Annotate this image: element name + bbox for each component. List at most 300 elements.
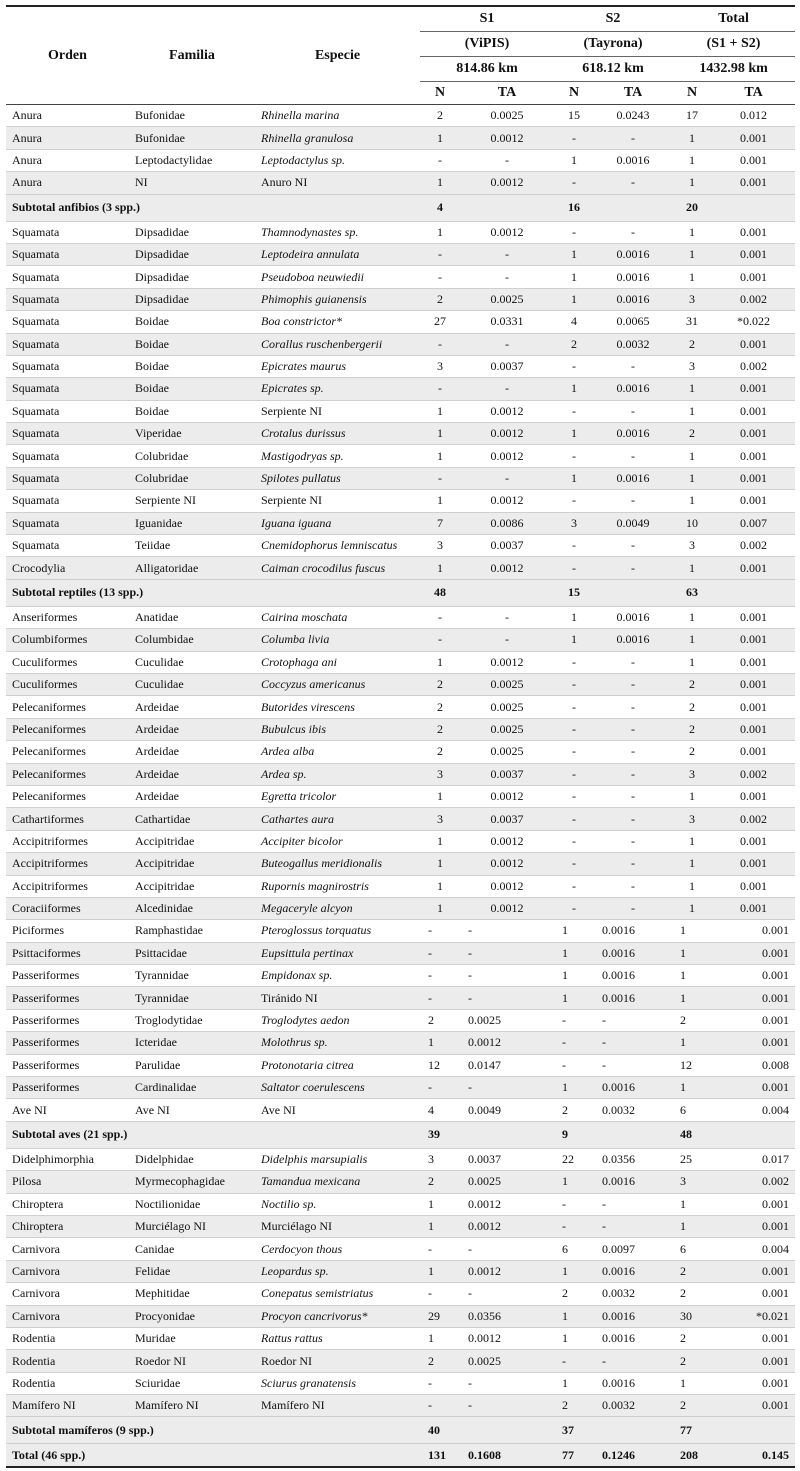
s1-ta-cell: 0.0012 [460,490,554,512]
table-row [6,1009,795,1031]
s1-n-cell: 2 [420,696,460,718]
s2-n-cell: 1 [554,423,594,445]
familia-cell: Psittacidae [129,942,255,964]
orden-cell: Squamata [6,535,129,557]
s2-ta-cell: 0.0243 [594,105,672,127]
s2-n-cell: 1 [554,266,594,288]
s2-n-cell: 2 [554,333,594,355]
familia-cell: Ardeidae [129,696,255,718]
especie-cell: Coccyzus americanus [255,673,420,695]
especie-cell: Molothrus sp. [255,1032,420,1054]
s1-n-cell: 1 [420,490,460,512]
table-body [6,105,795,1467]
header-total-ta: TA [744,85,763,100]
s1-n-cell: 2 [420,718,460,740]
s1-ta-cell: - [460,920,554,942]
table-row [6,1077,795,1099]
s2-ta-cell: - [594,221,672,243]
especie-cell: Columba livia [255,629,420,651]
subtotal-s1-n: 48 [420,579,460,606]
total-n-cell: 2 [672,741,712,763]
s2-n-cell: - [554,400,594,422]
total-ta-cell: 0.001 [712,266,795,288]
orden-cell: Squamata [6,288,129,310]
orden-cell: Squamata [6,445,129,467]
header-total-n: N [686,85,698,100]
especie-cell: Serpiente NI [255,490,420,512]
s1-n-cell: 1 [420,172,460,194]
familia-cell: Ardeidae [129,785,255,807]
familia-cell: Accipitridae [129,875,255,897]
s2-n-cell: 1 [554,467,594,489]
familia-cell: Anatidae [129,606,255,628]
s1-n-cell: 1 [420,127,460,149]
s2-ta-cell: - [594,696,672,718]
header-familia: Familia [129,6,255,105]
total-n-cell: 1 [672,606,712,628]
header-especie: Especie [255,6,420,105]
s2-ta-cell: 0.0016 [594,243,672,265]
s2-n-cell: 1 [554,1305,594,1327]
table-row [6,942,795,964]
especie-cell: Procyon cancrivorus* [255,1305,420,1327]
s2-ta-cell: - [594,673,672,695]
table-row [6,785,795,807]
s1-n-cell: 1 [420,1193,460,1215]
subtotal-s1-ta [460,579,554,606]
s1-n-cell: 1 [420,1215,460,1237]
s2-ta-cell: 0.0016 [594,965,672,987]
especie-cell: Caiman crocodilus fuscus [255,557,420,579]
s1-n-cell: - [420,1077,460,1099]
familia-cell: Serpiente NI [129,490,255,512]
species-table [6,5,795,1468]
total-ta-cell: 0.001 [712,1077,795,1099]
s2-n-cell: - [554,1215,594,1237]
s2-n-cell: - [554,535,594,557]
table-row [6,741,795,763]
subtotal-total-ta [712,1417,795,1444]
s2-ta-cell: 0.0016 [594,288,672,310]
total-n-cell: 2 [672,1350,712,1372]
familia-cell: Dipsadidae [129,243,255,265]
especie-cell: Leptodeira annulata [255,243,420,265]
especie-cell: Iguana iguana [255,512,420,534]
table-row [6,651,795,673]
total-ta-cell: 0.001 [712,333,795,355]
s1-ta-cell: 0.0012 [460,1193,554,1215]
s1-ta-cell: 0.0012 [460,423,554,445]
s2-ta-cell: 0.0016 [594,606,672,628]
especie-cell: Buteogallus meridionalis [255,853,420,875]
subtotal-s2-n: 9 [554,1121,594,1148]
familia-cell: Ardeidae [129,718,255,740]
header-s2-n: N [568,85,580,100]
familia-cell: Iguanidae [129,512,255,534]
familia-cell: Icteridae [129,1032,255,1054]
total-n-cell: 3 [672,763,712,785]
total-n-cell: 2 [672,1327,712,1349]
table-row [6,243,795,265]
orden-cell: Rodentia [6,1372,129,1394]
table-row [6,673,795,695]
familia-cell: Ramphastidae [129,920,255,942]
total-n-cell: 1 [672,830,712,852]
total-n-cell: 1 [672,1215,712,1237]
total-n-cell: 1 [672,987,712,1009]
header-orden: Orden [6,6,129,105]
orden-cell: Carnivora [6,1283,129,1305]
s1-ta-cell: 0.0025 [460,741,554,763]
header-s1-n: N [434,85,446,100]
s2-n-cell: - [554,445,594,467]
s1-n-cell: 1 [420,875,460,897]
total-ta-cell: 0.001 [712,1327,795,1349]
s1-ta-cell: 0.0025 [460,718,554,740]
s2-n-cell: - [554,718,594,740]
s2-ta-cell: 0.0016 [594,987,672,1009]
s2-ta-cell: - [594,557,672,579]
total-n-cell: 1 [672,172,712,194]
subtotal-s1-ta [460,1417,554,1444]
familia-cell: Canidae [129,1238,255,1260]
familia-cell: Cathartidae [129,808,255,830]
subtotal-label: Subtotal reptiles (13 spp.) [6,579,420,606]
familia-cell: Mephitidae [129,1283,255,1305]
s1-ta-cell: 0.0025 [460,288,554,310]
table-row [6,1238,795,1260]
orden-cell: Squamata [6,266,129,288]
table-row [6,1305,795,1327]
subtotal-s1-n: 39 [420,1121,460,1148]
orden-cell: Passeriformes [6,987,129,1009]
total-n-cell: 2 [672,423,712,445]
total-ta-cell: 0.002 [712,763,795,785]
s1-n-cell: - [420,266,460,288]
s1-ta-cell: 0.0012 [460,445,554,467]
s1-ta-cell: 0.0037 [460,808,554,830]
total-ta-cell: 0.001 [712,853,795,875]
s2-ta-cell: - [594,490,672,512]
especie-cell: Protonotaria citrea [255,1054,420,1076]
subtotal-total-ta [712,1121,795,1148]
s1-ta-cell: 0.0012 [460,651,554,673]
especie-cell: Leptodactylus sp. [255,149,420,171]
orden-cell: Pelecaniformes [6,696,129,718]
s1-ta-cell: 0.0012 [460,785,554,807]
s1-n-cell: - [420,1372,460,1394]
subtotal-row [6,579,795,606]
total-n-cell: 1 [672,400,712,422]
header-s1: S1 [420,6,554,32]
s1-ta-cell: - [460,1238,554,1260]
table-row [6,808,795,830]
familia-cell: Ardeidae [129,763,255,785]
subtotal-s2-ta [594,1417,672,1444]
total-n-cell: 1 [672,149,712,171]
s2-ta-cell: - [594,1193,672,1215]
familia-cell: Columbidae [129,629,255,651]
subtotal-s1-ta [460,194,554,221]
table-row [6,830,795,852]
familia-cell: Mamífero NI [129,1395,255,1417]
total-n-cell: 1 [672,445,712,467]
total-n-cell: 1 [672,965,712,987]
especie-cell: Anuro NI [255,172,420,194]
familia-cell: Alcedinidae [129,897,255,919]
especie-cell: Ardea sp. [255,763,420,785]
s1-n-cell: 1 [420,1260,460,1282]
total-ta-cell: 0.001 [712,942,795,964]
orden-cell: Passeriformes [6,965,129,987]
total-ta-cell: 0.001 [712,651,795,673]
familia-cell: Colubridae [129,445,255,467]
s2-n-cell: - [554,808,594,830]
orden-cell: Squamata [6,221,129,243]
s1-ta-cell: - [460,266,554,288]
total-n-cell: 1 [672,490,712,512]
orden-cell: Squamata [6,467,129,489]
familia-cell: Accipitridae [129,853,255,875]
especie-cell: Rupornis magnirostris [255,875,420,897]
orden-cell: Carnivora [6,1305,129,1327]
s1-n-cell: - [420,243,460,265]
orden-cell: Carnivora [6,1260,129,1282]
s1-n-cell: - [420,333,460,355]
s2-n-cell: 6 [554,1238,594,1260]
total-n-cell: 3 [672,535,712,557]
s2-ta-cell: - [594,1215,672,1237]
s2-n-cell: 2 [554,1395,594,1417]
total-n-cell: 1 [672,942,712,964]
especie-cell: Empidonax sp. [255,965,420,987]
total-n-cell: 1 [672,1032,712,1054]
total-n-cell: 2 [672,718,712,740]
total-n-cell: 6 [672,1099,712,1121]
s2-n-cell: 1 [554,629,594,651]
s2-n-cell: - [554,172,594,194]
s1-ta-cell: - [460,1077,554,1099]
table-row [6,965,795,987]
orden-cell: Squamata [6,311,129,333]
table-row [6,467,795,489]
subtotal-total-n: 20 [672,194,712,221]
especie-cell: Cerdocyon thous [255,1238,420,1260]
total-ta-cell: 0.002 [712,535,795,557]
s1-ta-cell: 0.0025 [460,1171,554,1193]
subtotal-label: Subtotal aves (21 spp.) [6,1121,420,1148]
s1-ta-cell: 0.0012 [460,172,554,194]
s1-n-cell: 27 [420,311,460,333]
familia-cell: NI [129,172,255,194]
s2-ta-cell: 0.0016 [594,149,672,171]
s1-ta-cell: - [460,987,554,1009]
subtotal-s1-n: 40 [420,1417,460,1444]
s2-n-cell: 1 [554,1171,594,1193]
s2-ta-cell: - [594,875,672,897]
total-n-cell: 2 [672,1009,712,1031]
s2-n-cell: - [554,696,594,718]
especie-cell: Megaceryle alcyon [255,897,420,919]
s1-ta-cell: 0.0086 [460,512,554,534]
total-ta-cell: 0.001 [712,423,795,445]
s2-ta-cell: 0.0016 [594,1260,672,1282]
s1-n-cell: 2 [420,1350,460,1372]
s1-ta-cell: - [460,1395,554,1417]
orden-cell: Anura [6,127,129,149]
s2-n-cell: 1 [554,1260,594,1282]
total-ta-cell: 0.001 [712,1350,795,1372]
total-ta-cell: 0.001 [712,221,795,243]
s2-ta-cell: 0.0016 [594,1171,672,1193]
s2-ta-cell: - [594,535,672,557]
total-ta-cell: 0.001 [712,1372,795,1394]
especie-cell: Thamnodynastes sp. [255,221,420,243]
grand-total-ta: 0.145 [712,1444,795,1467]
s2-ta-cell: - [594,651,672,673]
table-row [6,149,795,171]
total-ta-cell: 0.017 [712,1148,795,1170]
table-row [6,127,795,149]
subtotal-s2-ta [594,1121,672,1148]
s1-n-cell: 7 [420,512,460,534]
s1-ta-cell: 0.0012 [460,1215,554,1237]
s1-n-cell: 1 [420,557,460,579]
table-row [6,920,795,942]
s2-n-cell: - [554,557,594,579]
s1-n-cell: 3 [420,1148,460,1170]
orden-cell: Accipitriformes [6,853,129,875]
total-ta-cell: 0.008 [712,1054,795,1076]
table-row [6,1148,795,1170]
s2-ta-cell: 0.0356 [594,1148,672,1170]
orden-cell: Piciformes [6,920,129,942]
total-ta-cell: 0.002 [712,288,795,310]
s2-ta-cell: 0.0016 [594,423,672,445]
header-total-sites: (S1 + S2) [672,32,795,57]
s1-n-cell: 3 [420,763,460,785]
orden-cell: Passeriformes [6,1009,129,1031]
s1-ta-cell: 0.0012 [460,557,554,579]
s1-n-cell: 1 [420,897,460,919]
s1-n-cell: 1 [420,853,460,875]
s2-n-cell: - [554,490,594,512]
s2-ta-cell: - [594,808,672,830]
total-ta-cell: 0.001 [712,378,795,400]
s2-n-cell: - [554,673,594,695]
header-s2-site: (Tayrona) [554,32,672,57]
s2-ta-cell: 0.0049 [594,512,672,534]
especie-cell: Epicrates maurus [255,355,420,377]
s1-n-cell: 1 [420,830,460,852]
subtotal-total-ta [712,579,795,606]
familia-cell: Boidae [129,400,255,422]
s2-ta-cell: - [594,830,672,852]
s2-ta-cell: 0.0016 [594,1327,672,1349]
subtotal-total-n: 63 [672,579,712,606]
s2-n-cell: 1 [554,606,594,628]
table-row [6,763,795,785]
total-n-cell: 1 [672,266,712,288]
orden-cell: Anura [6,149,129,171]
s2-n-cell: - [554,830,594,852]
total-n-cell: 2 [672,696,712,718]
total-n-cell: 2 [672,1260,712,1282]
especie-cell: Conepatus semistriatus [255,1283,420,1305]
s1-ta-cell: 0.0037 [460,535,554,557]
table-row [6,557,795,579]
s1-n-cell: - [420,606,460,628]
especie-cell: Rhinella marina [255,105,420,127]
s2-n-cell: - [554,127,594,149]
total-ta-cell: 0.001 [712,629,795,651]
total-ta-cell: 0.001 [712,741,795,763]
familia-cell: Parulidae [129,1054,255,1076]
s2-n-cell: 3 [554,512,594,534]
especie-cell: Crotalus durissus [255,423,420,445]
total-ta-cell: 0.001 [712,172,795,194]
s1-n-cell: - [420,629,460,651]
especie-cell: Serpiente NI [255,400,420,422]
especie-cell: Mamífero NI [255,1395,420,1417]
orden-cell: Accipitriformes [6,830,129,852]
s2-ta-cell: - [594,1350,672,1372]
s1-n-cell: 1 [420,651,460,673]
especie-cell: Tamandua mexicana [255,1171,420,1193]
s2-ta-cell: 0.0016 [594,378,672,400]
orden-cell: Anseriformes [6,606,129,628]
s2-ta-cell: 0.0016 [594,1077,672,1099]
table-row [6,1260,795,1282]
familia-cell: Tyrannidae [129,987,255,1009]
total-n-cell: 31 [672,311,712,333]
s2-n-cell: 1 [554,1327,594,1349]
subtotal-row [6,1121,795,1148]
especie-cell: Saltator coerulescens [255,1077,420,1099]
table-header [6,6,795,105]
s2-n-cell: 1 [554,965,594,987]
total-n-cell: 1 [672,853,712,875]
familia-cell: Murciélago NI [129,1215,255,1237]
total-n-cell: 2 [672,1283,712,1305]
table-row [6,378,795,400]
orden-cell: Pelecaniformes [6,718,129,740]
s1-ta-cell: 0.0025 [460,1350,554,1372]
s1-ta-cell: - [460,965,554,987]
familia-cell: Sciuridae [129,1372,255,1394]
s2-ta-cell: - [594,1009,672,1031]
especie-cell: Pteroglossus torquatus [255,920,420,942]
s2-ta-cell: 0.0016 [594,942,672,964]
s1-n-cell: - [420,920,460,942]
total-ta-cell: 0.007 [712,512,795,534]
total-ta-cell: 0.002 [712,355,795,377]
familia-cell: Myrmecophagidae [129,1171,255,1193]
s1-ta-cell: 0.0012 [460,1032,554,1054]
table-row [6,853,795,875]
total-label: Total (46 spp.) [6,1444,420,1467]
total-ta-cell: 0.001 [712,1260,795,1282]
s1-ta-cell: 0.0012 [460,830,554,852]
header-s1-ta: TA [497,85,517,100]
table-row [6,1283,795,1305]
s1-ta-cell: 0.0025 [460,696,554,718]
s1-ta-cell: 0.0012 [460,897,554,919]
s1-ta-cell: - [460,467,554,489]
especie-cell: Pseudoboa neuwiedii [255,266,420,288]
table-row [6,490,795,512]
s2-ta-cell: 0.0032 [594,333,672,355]
